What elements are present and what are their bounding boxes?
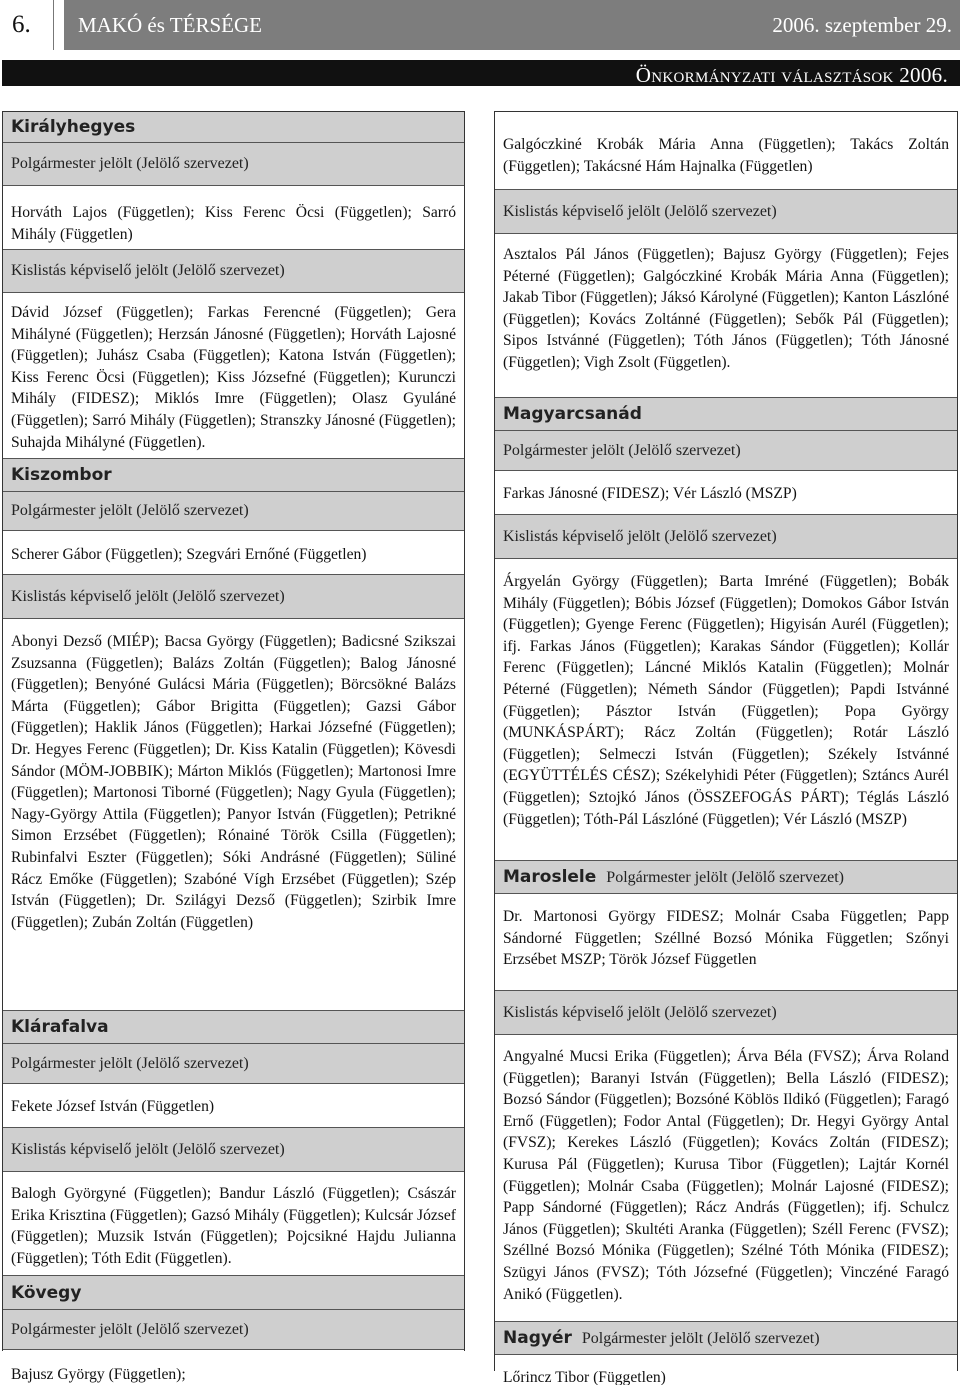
town-heading-kiralyhegyes [3,112,464,143]
town-heading-klarafalva [3,1011,464,1044]
mayor-label-row: Polgármester jelölt (Jelölő szervezet) [3,143,464,186]
section-title: Önkormányzati választások 2006. [2,60,960,86]
mayor-list: Scherer Gábor (Független); Szegvári Ernőné (Független) [3,531,464,575]
council-label-row: Kislistás képviselő jelölt (Jelölő szervezet) [495,515,957,559]
right-column [494,111,958,1385]
council-label-row: Kislistás képviselő jelölt (Jelölő szervezet) [3,250,464,293]
town-name: Magyarcsanád [503,404,642,424]
town-heading-magyarcsanad [495,398,957,431]
issue-date: 2006. szeptember 29. [772,13,952,37]
council-list: Angyalné Mucsi Erika (Független); Árva Béla (FVSZ); Árva Roland (Független); Baranyi István (Független); Bella László (FIDESZ); Bozsó Sándor (Független); Bozsóné Köblös Ildikó (Független); Faragó Ernő (Független); Fodor Antal (Független); Dr. Hegyi György Antal (FVSZ); Kerekes László (Független); Kovács Zoltán (FIDESZ); Kurusa Pál (Független); Kurusa Tibor (Független); Lajtár Kornél (Független); Molnár Csaba (Független); Molnár Lajosné (FIDESZ); Papp Sándorné (Független); Rácz András (Független); ifj. Schulcz János (Független); Skultéti Aranka (Független); Széll Ferenc (FVSZ); Széllné Bozsó Mónika (Független); Szélné Tóth Mónika (FIDESZ); Szügyi János (FVSZ); Tóth Józsefné (Független); Vinczéné Faragó Anikó (Független). [495,1035,957,1322]
council-list: Dávid József (Független); Farkas Ferencné (Független); Gera Mihályné (Független); Herzsán Jánosné (Független); Horváth Lajosné (Független); Juhász Csaba (Független); Katona István (Független); Kiss Ferenc Öcsi (Független); Kiss Józsefné (Független); Kurunczi Mihály (FIDESZ); Miklós Imre (Független); Olasz Gyuláné (Független); Sarró Mihály (Független); Stranszky Jánosné (Független); Suhajda Mihályné (Független). [3,293,464,459]
mayor-list: Fekete József István (Független) [3,1084,464,1128]
council-label-row: Kislistás képviselő jelölt (Jelölő szervezet) [3,575,464,619]
town-heading-kovegy [3,1276,464,1310]
left-column [2,111,465,1383]
town-name: Nagyér [503,1328,572,1348]
town-heading-kiszombor [3,459,464,492]
mayor-list-continued: Galgóczkiné Krobák Mária Anna (Független); Takács Zoltán (Független); Takácsné Hám Hajnalka (Független) [495,112,957,190]
mayor-label-row: Polgármester jelölt (Jelölő szervezet) [3,1044,464,1084]
town-heading-maroslele: Maroslele Polgármester jelölt (Jelölő szervezet) [495,861,957,894]
mayor-list: Horváth Lajos (Független); Kiss Ferenc Öcsi (Független); Sarró Mihály (Független) [3,186,464,250]
mayor-list: Lőrincz Tibor (Független) [495,1355,957,1385]
page-number: 6. [0,0,54,50]
mayor-label-row: Polgármester jelölt (Jelölő szervezet) [3,1310,464,1350]
council-list: Balogh Györgyné (Független); Bandur László (Független); Császár Erika Krisztina (Független); Gazsó Mihály (Független); Kulcsár József (Független); Muzsik István (Független); Pojcsikné Hajdu Julianna (Független); Tóth Edit (Független). [3,1172,464,1276]
council-label-row: Kislistás képviselő jelölt (Jelölő szervezet) [495,190,957,234]
mayor-list: Dr. Martonosi György FIDESZ; Molnár Csaba Független; Papp Sándorné Független; Széllné Bozsó Mónika Független; Szőnyi Erzsébet MSZP; Török József Független [495,894,957,991]
town-name: Kövegy [11,1282,82,1303]
council-list: Abonyi Dezső (MIÉP); Bacsa György (Független); Badicsné Szikszai Zsuzsanna (Független); Balázs Zoltán (Független); Balog Jánosné (Független); Benyóné Gulácsi Mária (Független); Börcsökné Balázs Márta (Független); Gábor Brigitta (Független); Gazsi Gábor (Független); Haklik János (Független); Harkai Józsefné (Független); Dr. Hegyes Ferenc (Független); Dr. Kiss Katalin (Független); Kövesdi Sándor (MÖM-JOBBIK); Márton Miklós (Független); Martonosi Imre (Független); Martonosi Tiborné (Független); Nagy Gyula (Független); Nagy-György Attila (Független); Panyor István (Független); Petrikné Simon Erzsébet (Független); Rónainé Török Csilla (Független); Rubinfalvi Eszter (Független); Sóki Andrásné (Független); Süliné Rácz Emőke (Független); Szabóné Vígh Erzsébet (Független); Szép István (Független); Dr. Szilágyi Dezső (Független); Szirbik Imre (Független); Zubán Zoltán (Független) [3,619,464,1011]
council-list: Asztalos Pál János (Független); Bajusz György (Független); Fejes Péterné (Független); Galgóczkiné Krobák Mária Anna (Független); Jakab Tibor (Független); Jáksó Károlyné (Független); Kanton Lászlóné (Független); Kovács Zoltánné (Független); Sebők Pál (Független); Sipos Istvánné (Független); Tóth János (Független); Tóth Jánosné (Független); Vigh Zsolt (Független). [495,234,957,398]
publication-title: MAKÓ és TÉRSÉGE [78,13,262,37]
council-list: Árgyelán György (Független); Barta Imréné (Független); Bobák Mihály (Független); Bóbis József (Független); Domokos Gábor István (Független); Gyenge Ferenc (Független); Higyisán Aurél (Független); ifj. Farkas János (Független); Karakas Sándor (Független); Kollár Ferenc (Független); Láncné Miklós Katalin (Független); Molnár Péterné (Független); Németh Sándor (Független); Papdi Istvánné (Független); Pásztor István (Független); Popa György (MUNKÁSPÁRT); Rácz Zoltán (Független); Rotár László (Független); Selmeczi István (Független); Székely Istvánné (EGYÜTTÉLÉS CÉSZ); Székelyhidi Péter (Független); Sztáncs Aurél (Független); Sztojkó János (ÖSSZEFOGÁS PÁRT); Téglás László (Független); Tóth-Pál Lászlóné (Független); Vér László (MSZP) [495,559,957,861]
mayor-label-row: Polgármester jelölt (Jelölő szervezet) [3,492,464,531]
town-name: Klárafalva [11,1017,109,1037]
council-label-row: Kislistás képviselő jelölt (Jelölő szervezet) [495,991,957,1035]
masthead-bar [64,0,960,50]
town-name: Maroslele [503,867,597,887]
town-name: Kiszombor [11,465,112,485]
council-label-row: Kislistás képviselő jelölt (Jelölő szervezet) [3,1128,464,1172]
town-name: Királyhegyes [11,117,136,137]
mayor-list: Bajusz György (Független); [3,1350,464,1385]
mayor-list: Farkas Jánosné (FIDESZ); Vér László (MSZP) [495,471,957,515]
town-heading-nagyer: Nagyér Polgármester jelölt (Jelölő szervezet) [495,1322,957,1355]
mayor-label-row: Polgármester jelölt (Jelölő szervezet) [495,431,957,471]
